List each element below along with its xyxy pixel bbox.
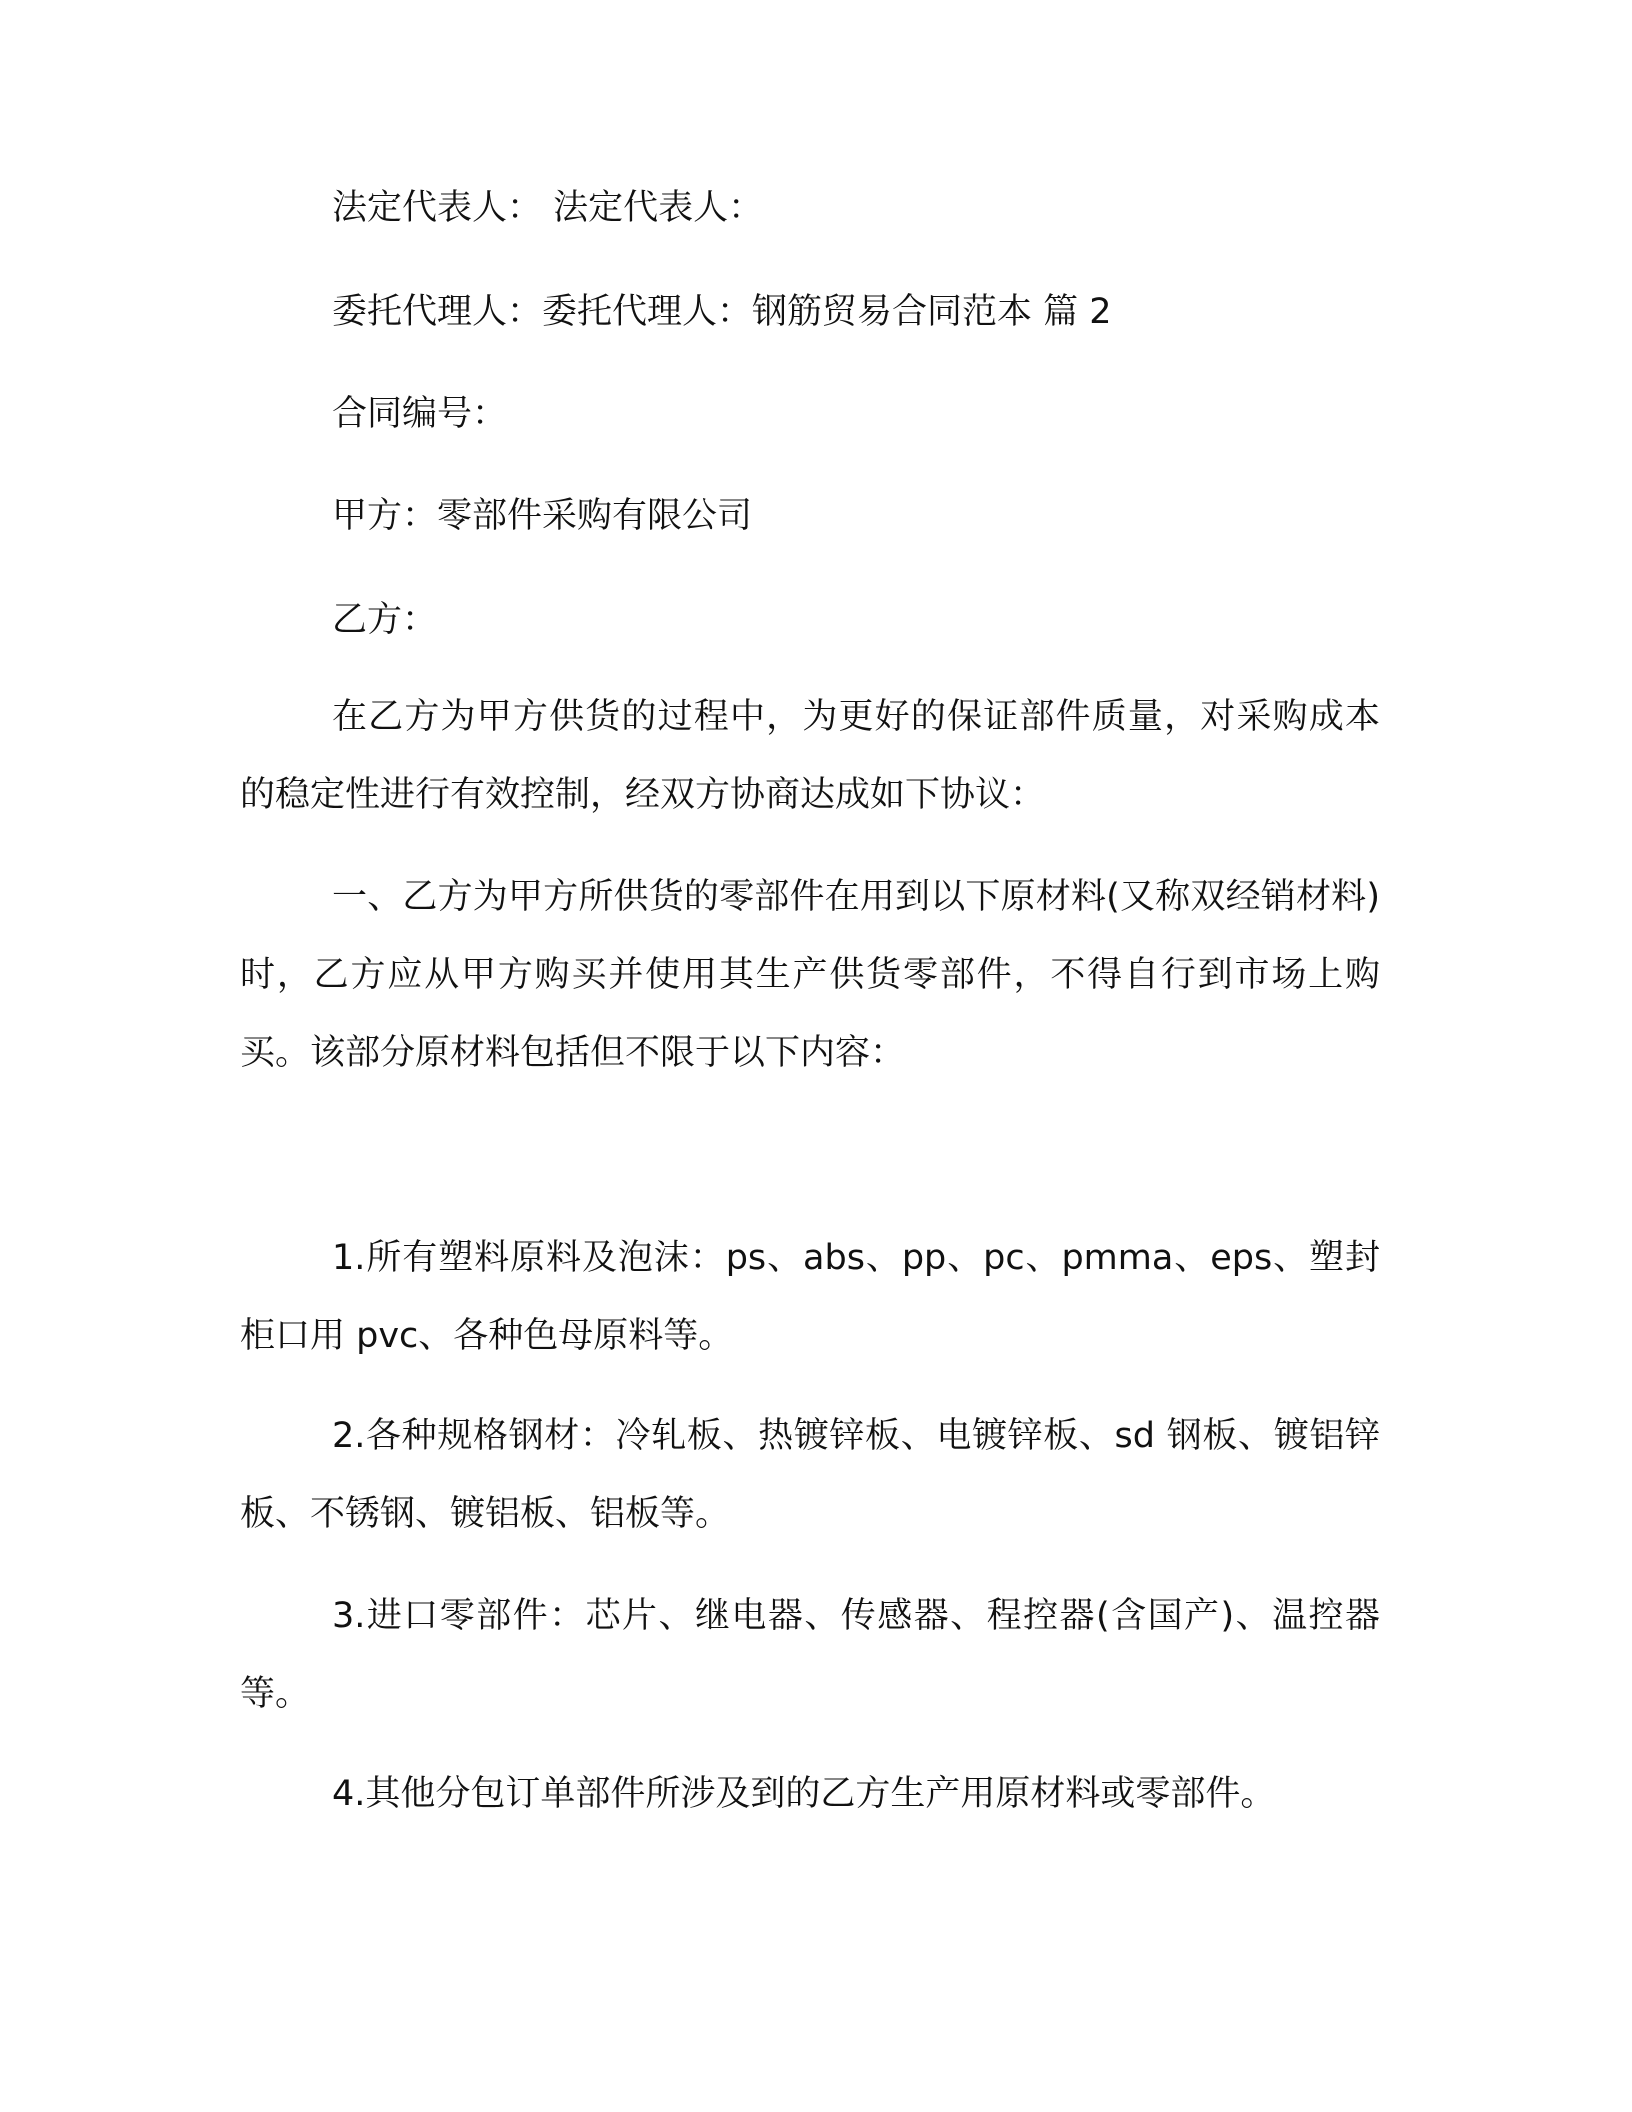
party-a-line: 甲方：零部件采购有限公司 (332, 496, 753, 536)
legal-representative-line: 法定代表人： 法定代表人： (332, 188, 764, 228)
authorized-agent-line: 委托代理人：委托代理人：钢筋贸易合同范本 篇 2 (332, 292, 1112, 332)
item-three-paragraph: 3.进口零部件：芯片、继电器、传感器、程控器(含国产)、温控器等。 (240, 1596, 1380, 1714)
item-two-paragraph: 2.各种规格钢材：冷轧板、热镀锌板、电镀锌板、sd 钢板、镀铝锌板、不锈钢、镀铝板、铝板等。 (240, 1416, 1380, 1534)
item-four-paragraph: 4.其他分包订单部件所涉及到的乙方生产用原材料或零部件。 (332, 1774, 1276, 1814)
clause-one-paragraph: 一、乙方为甲方所供货的零部件在用到以下原材料(又称双经销材料)时，乙方应从甲方购买并使用其生产供货零部件，不得自行到市场上购买。该部分原材料包括但不限于以下内容： (240, 877, 1380, 1073)
item-one-paragraph: 1.所有塑料原料及泡沫：ps、abs、pp、pc、pmma、eps、塑封柜口用 pvc、各种色母原料等。 (240, 1238, 1380, 1356)
party-b-line: 乙方： (332, 600, 438, 640)
contract-number-line: 合同编号： (332, 394, 508, 434)
preamble-paragraph: 在乙方为甲方供货的过程中，为更好的保证部件质量，对采购成本的稳定性进行有效控制，经双方协商达成如下协议： (240, 697, 1380, 815)
